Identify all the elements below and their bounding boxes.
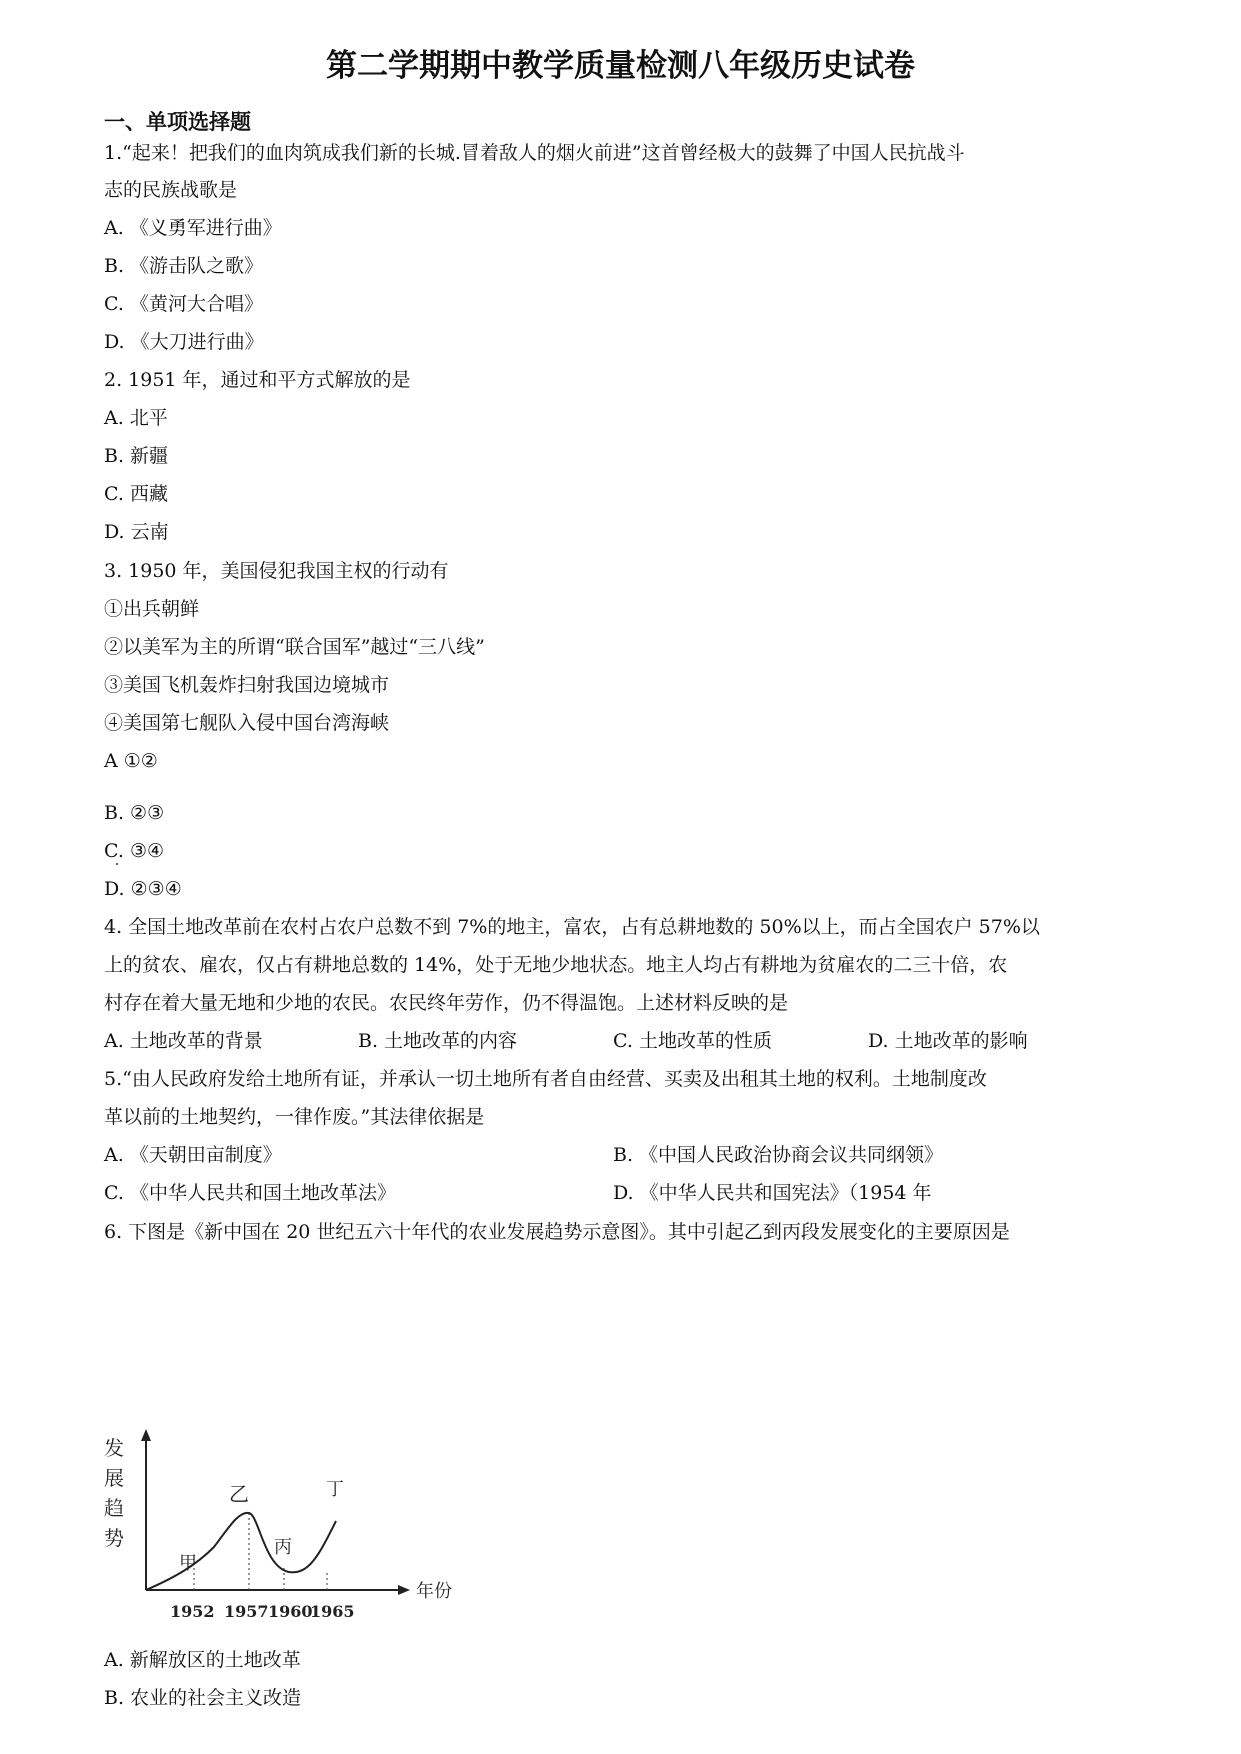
q5-stem-line-1: 5.“由人民政府发给土地所有证，并承认一切土地所有者自由经营、买卖及出租其土地的权利。土地制度改 [104, 1068, 987, 1090]
q2-stem: 2. 1951 年，通过和平方式解放的是 [104, 369, 411, 391]
y-axis-label-char: 发 [104, 1436, 124, 1460]
q4-stem-line-1: 4. 全国土地改革前在农村占农户总数不到 7%的地主，富农，占有总耕地数的 50%以上，而占全国农户 57%以 [104, 916, 1040, 938]
q5-option-a[interactable]: A. 《天朝田亩制度》 [104, 1144, 282, 1166]
q4-option-b[interactable]: B. 土地改革的内容 [358, 1030, 518, 1052]
y-axis-arrow [141, 1429, 151, 1441]
y-axis-label [104, 1436, 124, 1550]
q3-item-1: ①出兵朝鲜 [104, 598, 200, 620]
q1-stem-line-2: 志的民族战歌是 [104, 179, 238, 201]
q3-item-4: ④美国第七舰队入侵中国台湾海峡 [104, 712, 390, 734]
x-axis-label: 年份 [416, 1581, 452, 1602]
x-axis-arrow [398, 1585, 410, 1595]
q1-stem-line-1: 1.“起来！把我们的血肉筑成我们新的长城.冒着敌人的烟火前进”这首曾经极大的鼓舞了中国人民抗战斗 [104, 142, 965, 164]
tick-label-1957: 1957 [224, 1602, 269, 1620]
agriculture-trend-chart [104, 1425, 504, 1620]
q3-item-3: ③美国飞机轰炸扫射我国边境城市 [104, 674, 390, 696]
segment-label-yi: 乙 [229, 1482, 249, 1506]
q3-option-d[interactable]: D. ②③④ [104, 878, 182, 900]
q4-option-d[interactable]: D. 土地改革的影响 [868, 1030, 1028, 1052]
q1-option-a[interactable]: A. 《义勇军进行曲》 [104, 217, 282, 239]
q6-option-b[interactable]: B. 农业的社会主义改造 [104, 1687, 302, 1709]
q1-option-b[interactable]: B. 《游击队之歌》 [104, 255, 264, 277]
tick-label-1960: 1960 [268, 1602, 313, 1620]
q4-stem-line-2: 上的贫农、雇农，仅占有耕地总数的 14%，处于无地少地状态。地主人均占有耕地为贫雇农的二三十倍，农 [104, 954, 1008, 976]
trend-curve [146, 1513, 336, 1590]
tick-label-1952: 1952 [170, 1602, 215, 1620]
q2-option-a[interactable]: A. 北平 [104, 407, 168, 429]
q4-stem-line-3: 村存在着大量无地和少地的农民。农民终年劳作，仍不得温饱。上述材料反映的是 [104, 992, 789, 1014]
q4-option-c[interactable]: C. 土地改革的性质 [613, 1030, 772, 1052]
tick-label-1965: 1965 [310, 1602, 355, 1620]
q1-option-d[interactable]: D. 《大刀进行曲》 [104, 331, 264, 353]
y-axis-label-char: 势 [104, 1526, 124, 1550]
q1-option-c[interactable]: C. 《黄河大合唱》 [104, 293, 263, 315]
segment-label-ding: 丁 [326, 1479, 344, 1500]
y-axis-label-char: 展 [104, 1466, 124, 1490]
q5-stem-line-2: 革以前的土地契约，一律作废。”其法律依据是 [104, 1106, 485, 1128]
q3-option-c[interactable]: C. ③④ [104, 840, 165, 862]
q4-option-a[interactable]: A. 土地改革的背景 [104, 1030, 263, 1052]
q6-option-a[interactable]: A. 新解放区的土地改革 [104, 1649, 301, 1671]
stray-dot [116, 863, 118, 865]
q5-option-b[interactable]: B. 《中国人民政治协商会议共同纲领》 [613, 1144, 944, 1166]
q5-option-d[interactable]: D. 《中华人民共和国宪法》（1954 年 [613, 1182, 932, 1204]
y-axis-label-char: 趋 [104, 1496, 124, 1520]
q3-option-b[interactable]: B. ②③ [104, 802, 165, 824]
q2-option-c[interactable]: C. 西藏 [104, 483, 168, 505]
q2-option-d[interactable]: D. 云南 [104, 521, 169, 543]
segment-label-bing: 丙 [274, 1537, 292, 1558]
q3-stem: 3. 1950 年，美国侵犯我国主权的行动有 [104, 560, 449, 582]
q3-option-a[interactable]: A ①② [104, 750, 158, 772]
section-heading: 一、单项选择题 [104, 110, 251, 134]
page-title: 第二学期期中教学质量检测八年级历史试卷 [326, 48, 915, 84]
q6-stem: 6. 下图是《新中国在 20 世纪五六十年代的农业发展趋势示意图》。其中引起乙到丙段发展变化的主要原因是 [104, 1221, 1010, 1243]
segment-label-jia: 甲 [179, 1553, 197, 1574]
q3-item-2: ②以美军为主的所谓“联合国军”越过“三八线” [104, 636, 485, 658]
q5-option-c[interactable]: C. 《中华人民共和国土地改革法》 [104, 1182, 396, 1204]
q2-option-b[interactable]: B. 新疆 [104, 445, 169, 467]
